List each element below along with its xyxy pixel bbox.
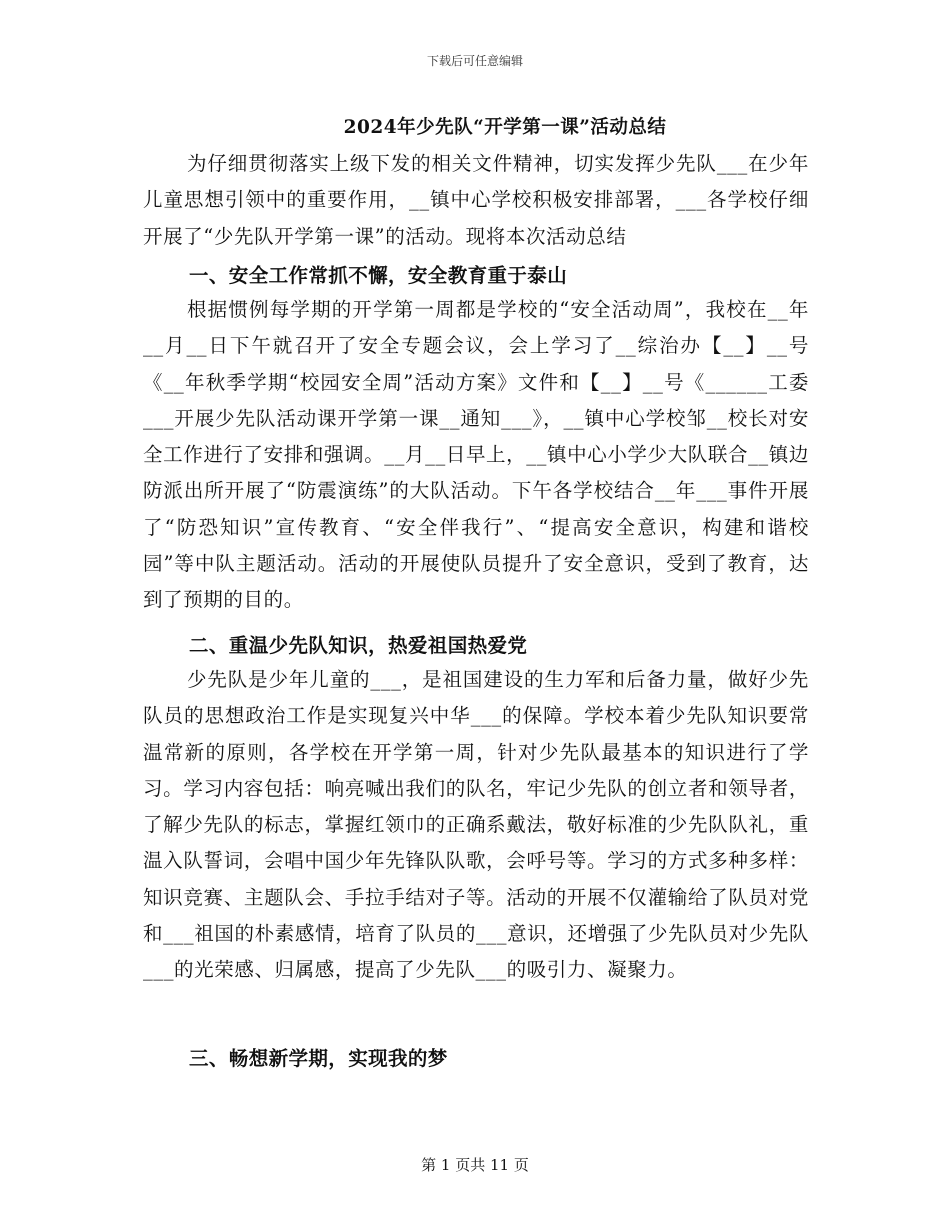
- page-number: 第 1 页共 11 页: [421, 1156, 529, 1174]
- section-paragraph-2: 少先队是少年儿童的___，是祖国建设的生力军和后备力量，做好少先队员的思想政治工作是实现复兴中华___的保障。学校本着少先队知识要常温常新的原则，各学校在开学第一周，针对少先队最基本的知识进行了学习。学习内容包括：响亮喊出我们的队名，牢记少先队的创立者和领导者，了解少先队的标志，掌握红领巾的正确系戴法，敬好标准的少先队队礼，重温入队誓词，会唱中国少年先锋队队歌，会呼号等。学习的方式多种多样：知识竞赛、主题队会、手拉手结对子等。活动的开展不仅灌输给了队员对党和___祖国的朴素感情，培育了队员的___意识，还增强了少先队员对少先队___的光荣感、归属感，提高了少先队___的吸引力、凝聚力。: [143, 668, 809, 982]
- document-title: 2024年少先队“开学第一课”活动总结: [343, 117, 667, 138]
- section-paragraph-1: 根据惯例每学期的开学第一周都是学校的“安全活动周”，我校在__年__月__日下午就召开了安全专题会议，会上学习了__综治办【__】__号《__年秋季学期“校园安全周”活动方案》文件和【__】__号《______工委___开展少先队活动课开学第一课__通知___》，__镇中心学校邹__校长对安全工作进行了安排和强调。__月__日早上，__镇中心小学少大队联合__镇边防派出所开展了“防震演练”的大队活动。下午各学校结合__年___事件开展了“防恐知识”宣传教育、“安全伴我行”、“提高安全意识，构建和谐校园”等中队主题活动。活动的开展使队员提升了安全意识，受到了教育，达到了预期的目的。: [143, 298, 809, 612]
- section-heading-2: 二、重温少先队知识，热爱祖国热爱党: [189, 634, 528, 657]
- intro-paragraph: 为仔细贯彻落实上级下发的相关文件精神，切实发挥少先队___在少年儿童思想引领中的重要作用，__镇中心学校积极安排部署，___各学校仔细开展了“少先队开学第一课”的活动。现将本次活动总结: [143, 152, 809, 248]
- section-heading-1: 一、安全工作常抓不懈，安全教育重于泰山: [189, 264, 568, 287]
- section-heading-3: 三、畅想新学期，实现我的梦: [189, 1047, 448, 1070]
- header-note: 下载后可任意编辑: [426, 54, 523, 68]
